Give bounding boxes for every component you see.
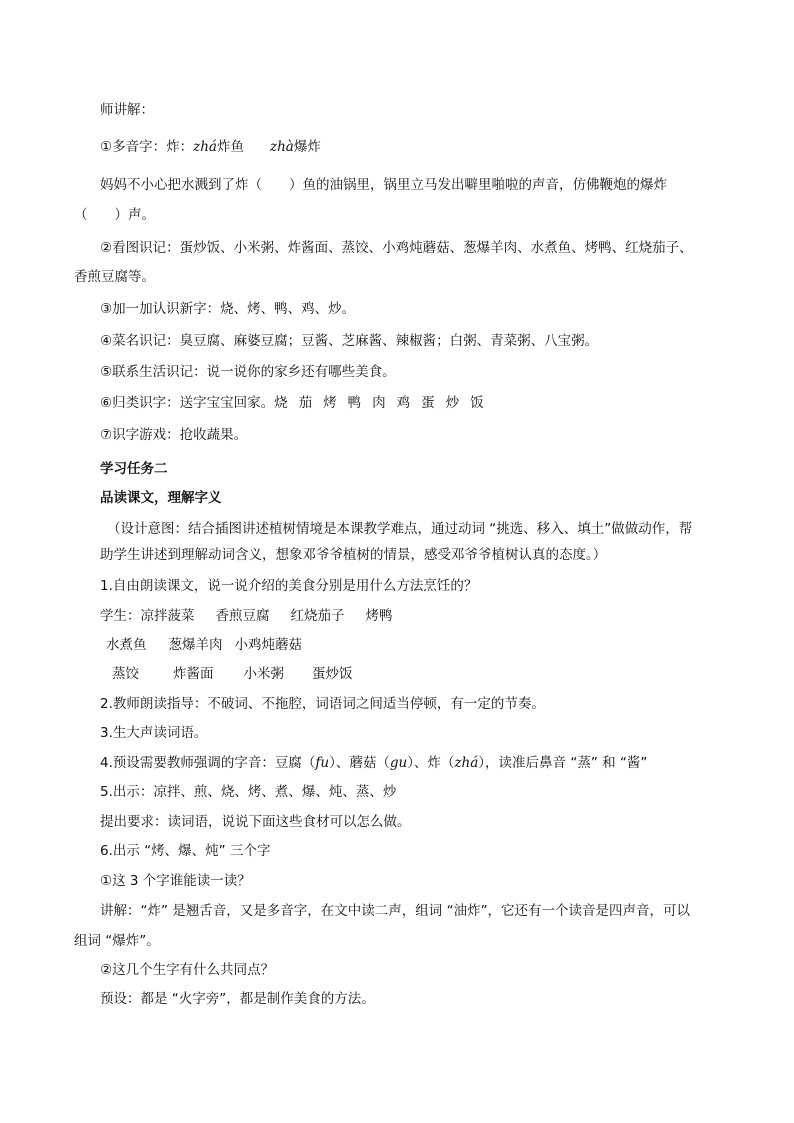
char-chao: 炒 [445,395,460,411]
dish-zhengjiao: 蒸饺 [112,666,139,682]
student-label: 学生： [100,608,141,624]
q4-part-d: ），读准后鼻音 “蒸” 和 “酱” [478,755,648,771]
question-5-requirement: 提出要求：读词语，说说下面这些食材可以怎么做。 [100,814,411,830]
polyphone-prefix: ①多音字：炸： [100,139,194,155]
add-new-chars: ③加一加认识新字：烧、烤、鸭、鸡、炒。 [100,301,356,317]
q4-part-a: 4.预设需要教师强调的字音：豆腐（ [100,755,316,771]
question-6-1: ①这 3 个字谁能读一读？ [100,873,251,889]
question-2: 2.教师朗读指导：不破词、不拖腔，词语词之间适当停顿，有一定的节奏。 [100,696,545,712]
dish-xiaoji-dun-mogu: 小鸡炖蘑菇 [234,637,302,653]
dish-kaoya: 烤鸭 [365,608,393,624]
dish-congbao-yangrou: 葱爆羊肉 [168,637,223,653]
question-6: 6.出示 “烤、爆、炖” 三个字 [100,843,271,859]
teacher-explain-label: 师讲解： [100,102,154,118]
life-connection: ⑤联系生活识记：说一说你的家乡还有哪些美食。 [100,364,396,380]
student-answer-row-3 [112,664,353,684]
char-dan: 蛋 [421,395,435,411]
dish-xiaomizhou: 小米粥 [243,666,284,682]
char-rou: 肉 [372,395,386,411]
task2-subheading: 品读课文，理解字义 [100,490,222,506]
q4-part-b: ）、蘑菇（ [329,755,390,771]
fill-sentence-line-2: （ ）声。 [74,207,155,223]
char-shao: 烧 [274,395,288,411]
preset-answer: 预设：都是 “火字旁”，都是制作美食的方法。 [100,991,375,1007]
explanation-line-1: 讲解：“炸” 是翘舌音，又是多音字，在文中读二声，组词 “油炸”，它还有一个读音是四声音，可以 [100,903,691,919]
question-1: 1.自由朗读课文，说一说介绍的美食分别是用什么方法烹饪的？ [100,578,478,594]
classify-prefix: ⑥归类识字：送字宝宝回家。 [100,395,275,411]
polyphone-line [100,137,321,157]
char-fan: 饭 [470,395,484,411]
dish-shuizhu-yu: 水煮鱼 [106,637,147,653]
char-ji: 鸡 [396,395,411,411]
question-5: 5.出示：凉拌、煎、烧、烤、煮、爆、炖、蒸、炒 [100,784,397,800]
word-baozha: 爆炸 [293,139,321,155]
student-answer-row-1 [100,606,393,626]
char-kao: 烤 [323,395,337,411]
word-zhayu: 炸鱼 [216,139,244,155]
classify-chars-line [100,393,484,413]
dish-liangban-bocai: 凉拌菠菜 [140,608,195,624]
pinyin-zha2: zhá [193,139,217,155]
student-answer-row-2 [106,635,302,655]
dish-xiangjian-doufu: 香煎豆腐 [215,608,270,624]
picture-recognition-line-1: ②看图识记：蛋炒饭、小米粥、炸酱面、蒸饺、小鸡炖蘑菇、葱爆羊肉、水煮鱼、烤鸭、红烧茄子、 [100,240,693,256]
explanation-line-2: 组词 “爆炸”。 [74,933,160,949]
pinyin-zha4: zhà [269,139,294,155]
question-6-2: ②这几个生字有什么共同点？ [100,962,275,978]
dish-name-recognition: ④菜名识记：臭豆腐、麻婆豆腐；豆酱、芝麻酱、辣椒酱；白粥、青菜粥、八宝粥。 [100,333,599,349]
design-intent-line-2: 助学生讲述到理解动词含义，想象邓爷爷植树的情景，感受邓爷爷植树认真的态度。） [100,547,607,563]
fill-sentence-line-1: 妈妈不小心把水溅到了炸（ ）鱼的油锅里，锅里立马发出噼里啪啦的声音，仿佛鞭炮的爆炸 [100,177,667,193]
recognition-game: ⑦识字游戏：抢收蔬果。 [100,427,248,443]
pinyin-gu: gu [389,755,408,771]
char-qie: 茄 [298,395,313,411]
question-3: 3.生大声读词语。 [100,725,208,741]
char-ya: 鸭 [347,395,362,411]
dish-hongshao-qiezi: 红烧茄子 [290,608,345,624]
question-4 [100,753,647,773]
task2-heading: 学习任务二 [100,461,168,477]
pinyin-fu: fu [315,755,330,771]
dish-zhajiangmian: 炸酱面 [173,666,214,682]
dish-danchaofan: 蛋炒饭 [312,666,353,682]
design-intent-line-1: （设计意图：结合插图讲述植树情境是本课教学难点，通过动词 “挑选、移入、填土”做做动作，帮 [107,521,693,537]
pinyin-zha2-b: zhá [454,755,479,771]
q4-part-c: ）、炸（ [407,755,455,771]
picture-recognition-line-2: 香煎豆腐等。 [74,269,155,285]
